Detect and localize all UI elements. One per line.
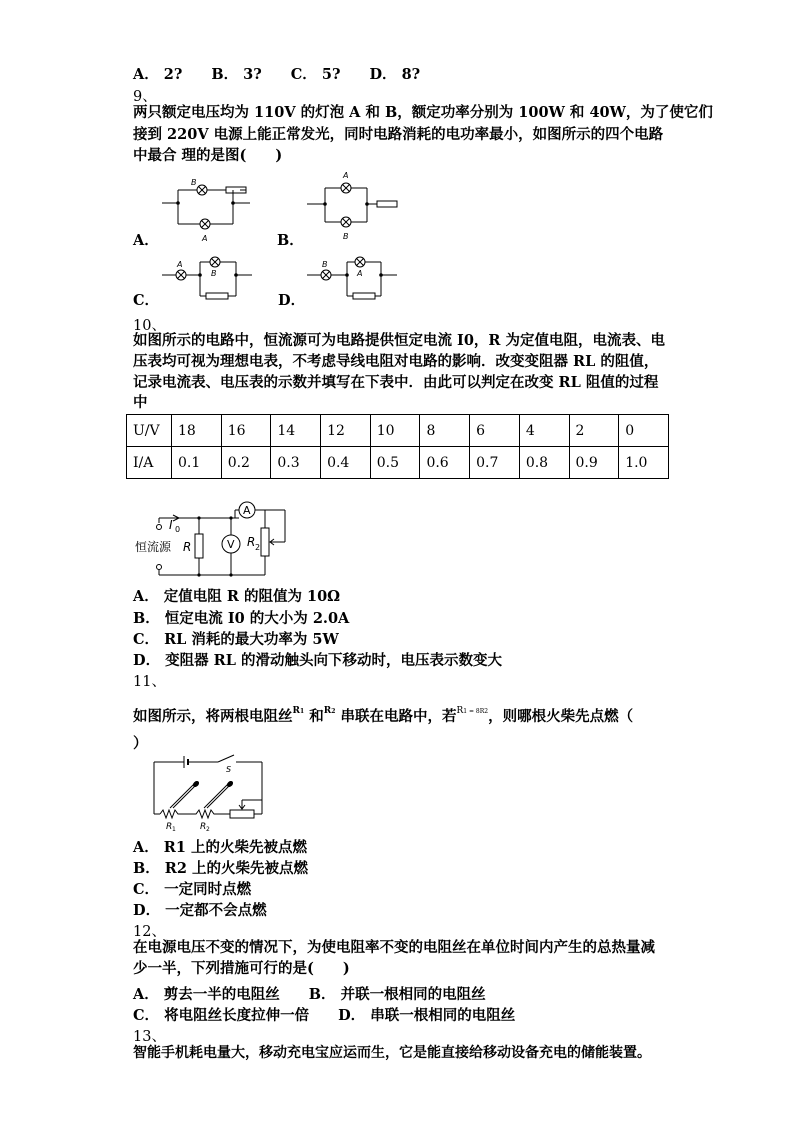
lamp-icon bbox=[210, 257, 220, 267]
table-cell: 10 bbox=[370, 415, 420, 447]
q9-line3: 中最合 理的是图( ) bbox=[133, 147, 283, 164]
lamp-label: B bbox=[322, 260, 328, 269]
table-row bbox=[127, 447, 669, 479]
table-cell: 18 bbox=[172, 415, 222, 447]
r2-label: R bbox=[247, 535, 256, 549]
table-cell: 0.3 bbox=[271, 447, 321, 479]
lamp-label: B bbox=[191, 178, 197, 187]
q10-option-b: B． 恒定电流 I0 的大小为 2.0A bbox=[133, 610, 350, 627]
q10-number: 10、 bbox=[133, 318, 166, 334]
q9-option-b: B． bbox=[277, 232, 304, 249]
table-cell: 0.7 bbox=[470, 447, 520, 479]
svg-text:2: 2 bbox=[206, 826, 210, 833]
table-cell: 0.4 bbox=[321, 447, 371, 479]
lamp-label: B bbox=[343, 232, 349, 241]
table-cell: 0.6 bbox=[420, 447, 470, 479]
q11-line2: ） bbox=[133, 735, 148, 752]
current-source-label: 恒流源 bbox=[135, 540, 172, 554]
q8-options: A． 2? B． 3? C． 5? D． 8? bbox=[133, 66, 421, 83]
table-cell: 8 bbox=[420, 415, 470, 447]
svg-text:1: 1 bbox=[172, 826, 176, 833]
table-cell: 4 bbox=[519, 415, 569, 447]
lamp-label: A bbox=[177, 260, 183, 269]
table-cell: 16 bbox=[221, 415, 271, 447]
lamp-icon bbox=[341, 217, 351, 227]
q10-data-table bbox=[126, 414, 669, 479]
lamp-icon bbox=[321, 270, 331, 280]
q12-line1: 在电源电压不变的情况下，为使电阻率不变的电阻丝在单位时间内产生的总热量减 bbox=[133, 939, 655, 956]
table-cell: 0 bbox=[619, 415, 669, 447]
table-cell: 1.0 bbox=[619, 447, 669, 479]
svg-text:A: A bbox=[243, 504, 251, 517]
q10-line3: 记录电流表、电压表的示数并填写在下表中．由此可以判定在改变 RL 阻值的过程 bbox=[133, 374, 659, 391]
ammeter-icon bbox=[239, 502, 255, 518]
match-icon bbox=[170, 780, 200, 808]
q11-number: 11、 bbox=[133, 674, 166, 690]
match-icon bbox=[204, 780, 234, 808]
lamp-icon bbox=[200, 219, 210, 229]
q9-circuit-b bbox=[305, 168, 410, 244]
q12-number: 12、 bbox=[133, 924, 166, 940]
i0-label: I bbox=[169, 518, 173, 532]
lamp-label: A bbox=[357, 269, 363, 278]
q9-option-c: C． bbox=[133, 292, 160, 309]
q9-circuit-a bbox=[160, 178, 260, 244]
q12-line2: 少一半，下列措施可行的是( ) bbox=[133, 960, 350, 977]
q13-line1: 智能手机耗电量大，移动充电宝应运而生，它是能直接给移动设备充电的储能装置。 bbox=[133, 1045, 651, 1061]
q10-circuit-figure bbox=[135, 498, 295, 580]
q9-circuit-c bbox=[160, 250, 260, 306]
q10-line1: 如图所示的电路中，恒流源可为电路提供恒定电流 I0，R 为定值电阻，电流表、电 bbox=[133, 332, 666, 349]
q9-circuit-d bbox=[305, 250, 405, 306]
i0-subscript: 0 bbox=[175, 525, 181, 534]
voltmeter-icon bbox=[222, 535, 240, 553]
q11-line1: 如图所示，将两根电阻丝$^{R1}$ 和$^{R2}$ 串联在电路中，若$^{R1 = 8R2}$，则哪根火柴先点燃（ bbox=[133, 706, 634, 725]
q10-line2: 压表均可视为理想电表，不考虑导线电阻对电路的影响．改变变阻器 RL 的阻值， bbox=[133, 353, 659, 370]
q12-options-cd: C． 将电阻丝长度拉伸一倍 D． 串联一根相同的电阻丝 bbox=[133, 1007, 516, 1024]
switch-label: S bbox=[226, 765, 232, 774]
table-cell: 0.8 bbox=[519, 447, 569, 479]
table-cell: U/V bbox=[127, 415, 172, 447]
r2-subscript: 2 bbox=[255, 543, 261, 552]
table-cell: 14 bbox=[271, 415, 321, 447]
r-label: R bbox=[183, 540, 192, 554]
table-cell: 6 bbox=[470, 415, 520, 447]
table-cell: 0.1 bbox=[172, 447, 222, 479]
q10-line4: 中 bbox=[133, 394, 148, 411]
q9-line2: 接到 220V 电源上能正常发光，同时电路消耗的电功率最小，如图所示的四个电路 bbox=[133, 126, 664, 143]
q9-number: 9、 bbox=[133, 89, 157, 105]
lamp-icon bbox=[341, 183, 351, 193]
r1-label: R bbox=[166, 822, 173, 832]
q9-option-d: D． bbox=[278, 292, 306, 309]
q9-option-a: A． bbox=[133, 232, 159, 249]
q11-option-d: D． 一定都不会点燃 bbox=[133, 902, 267, 919]
table-cell: 0.2 bbox=[221, 447, 271, 479]
q12-options-ab: A． 剪去一半的电阻丝 B． 并联一根相同的电阻丝 bbox=[133, 986, 486, 1003]
lamp-label: A bbox=[343, 171, 349, 180]
lamp-icon bbox=[355, 257, 365, 267]
table-cell: 2 bbox=[569, 415, 619, 447]
q11-circuit-figure bbox=[150, 752, 270, 832]
lamp-icon bbox=[176, 270, 186, 280]
q11-option-b: B． R2 上的火柴先被点燃 bbox=[133, 860, 308, 877]
lamp-label: B bbox=[211, 269, 217, 278]
q11-option-a: A． R1 上的火柴先被点燃 bbox=[133, 839, 307, 856]
q10-option-c: C． RL 消耗的最大功率为 5W bbox=[133, 631, 339, 648]
table-row bbox=[127, 415, 669, 447]
lamp-label: A bbox=[202, 234, 208, 243]
q10-option-a: A． 定值电阻 R 的阻值为 10Ω bbox=[133, 588, 341, 605]
q9-line1: 两只额定电压均为 110V 的灯泡 A 和 B，额定功率分别为 100W 和 40W，为了使它们 bbox=[133, 104, 713, 121]
table-cell: 12 bbox=[321, 415, 371, 447]
q13-number: 13、 bbox=[133, 1029, 166, 1045]
lamp-icon bbox=[197, 185, 207, 195]
q11-option-c: C． 一定同时点燃 bbox=[133, 881, 252, 898]
r2-label: R bbox=[200, 822, 207, 832]
table-cell: 0.9 bbox=[569, 447, 619, 479]
table-cell: I/A bbox=[127, 447, 172, 479]
table-cell: 0.5 bbox=[370, 447, 420, 479]
q10-option-d: D． 变阻器 RL 的滑动触头向下移动时，电压表示数变大 bbox=[133, 652, 502, 669]
svg-text:V: V bbox=[227, 538, 235, 551]
